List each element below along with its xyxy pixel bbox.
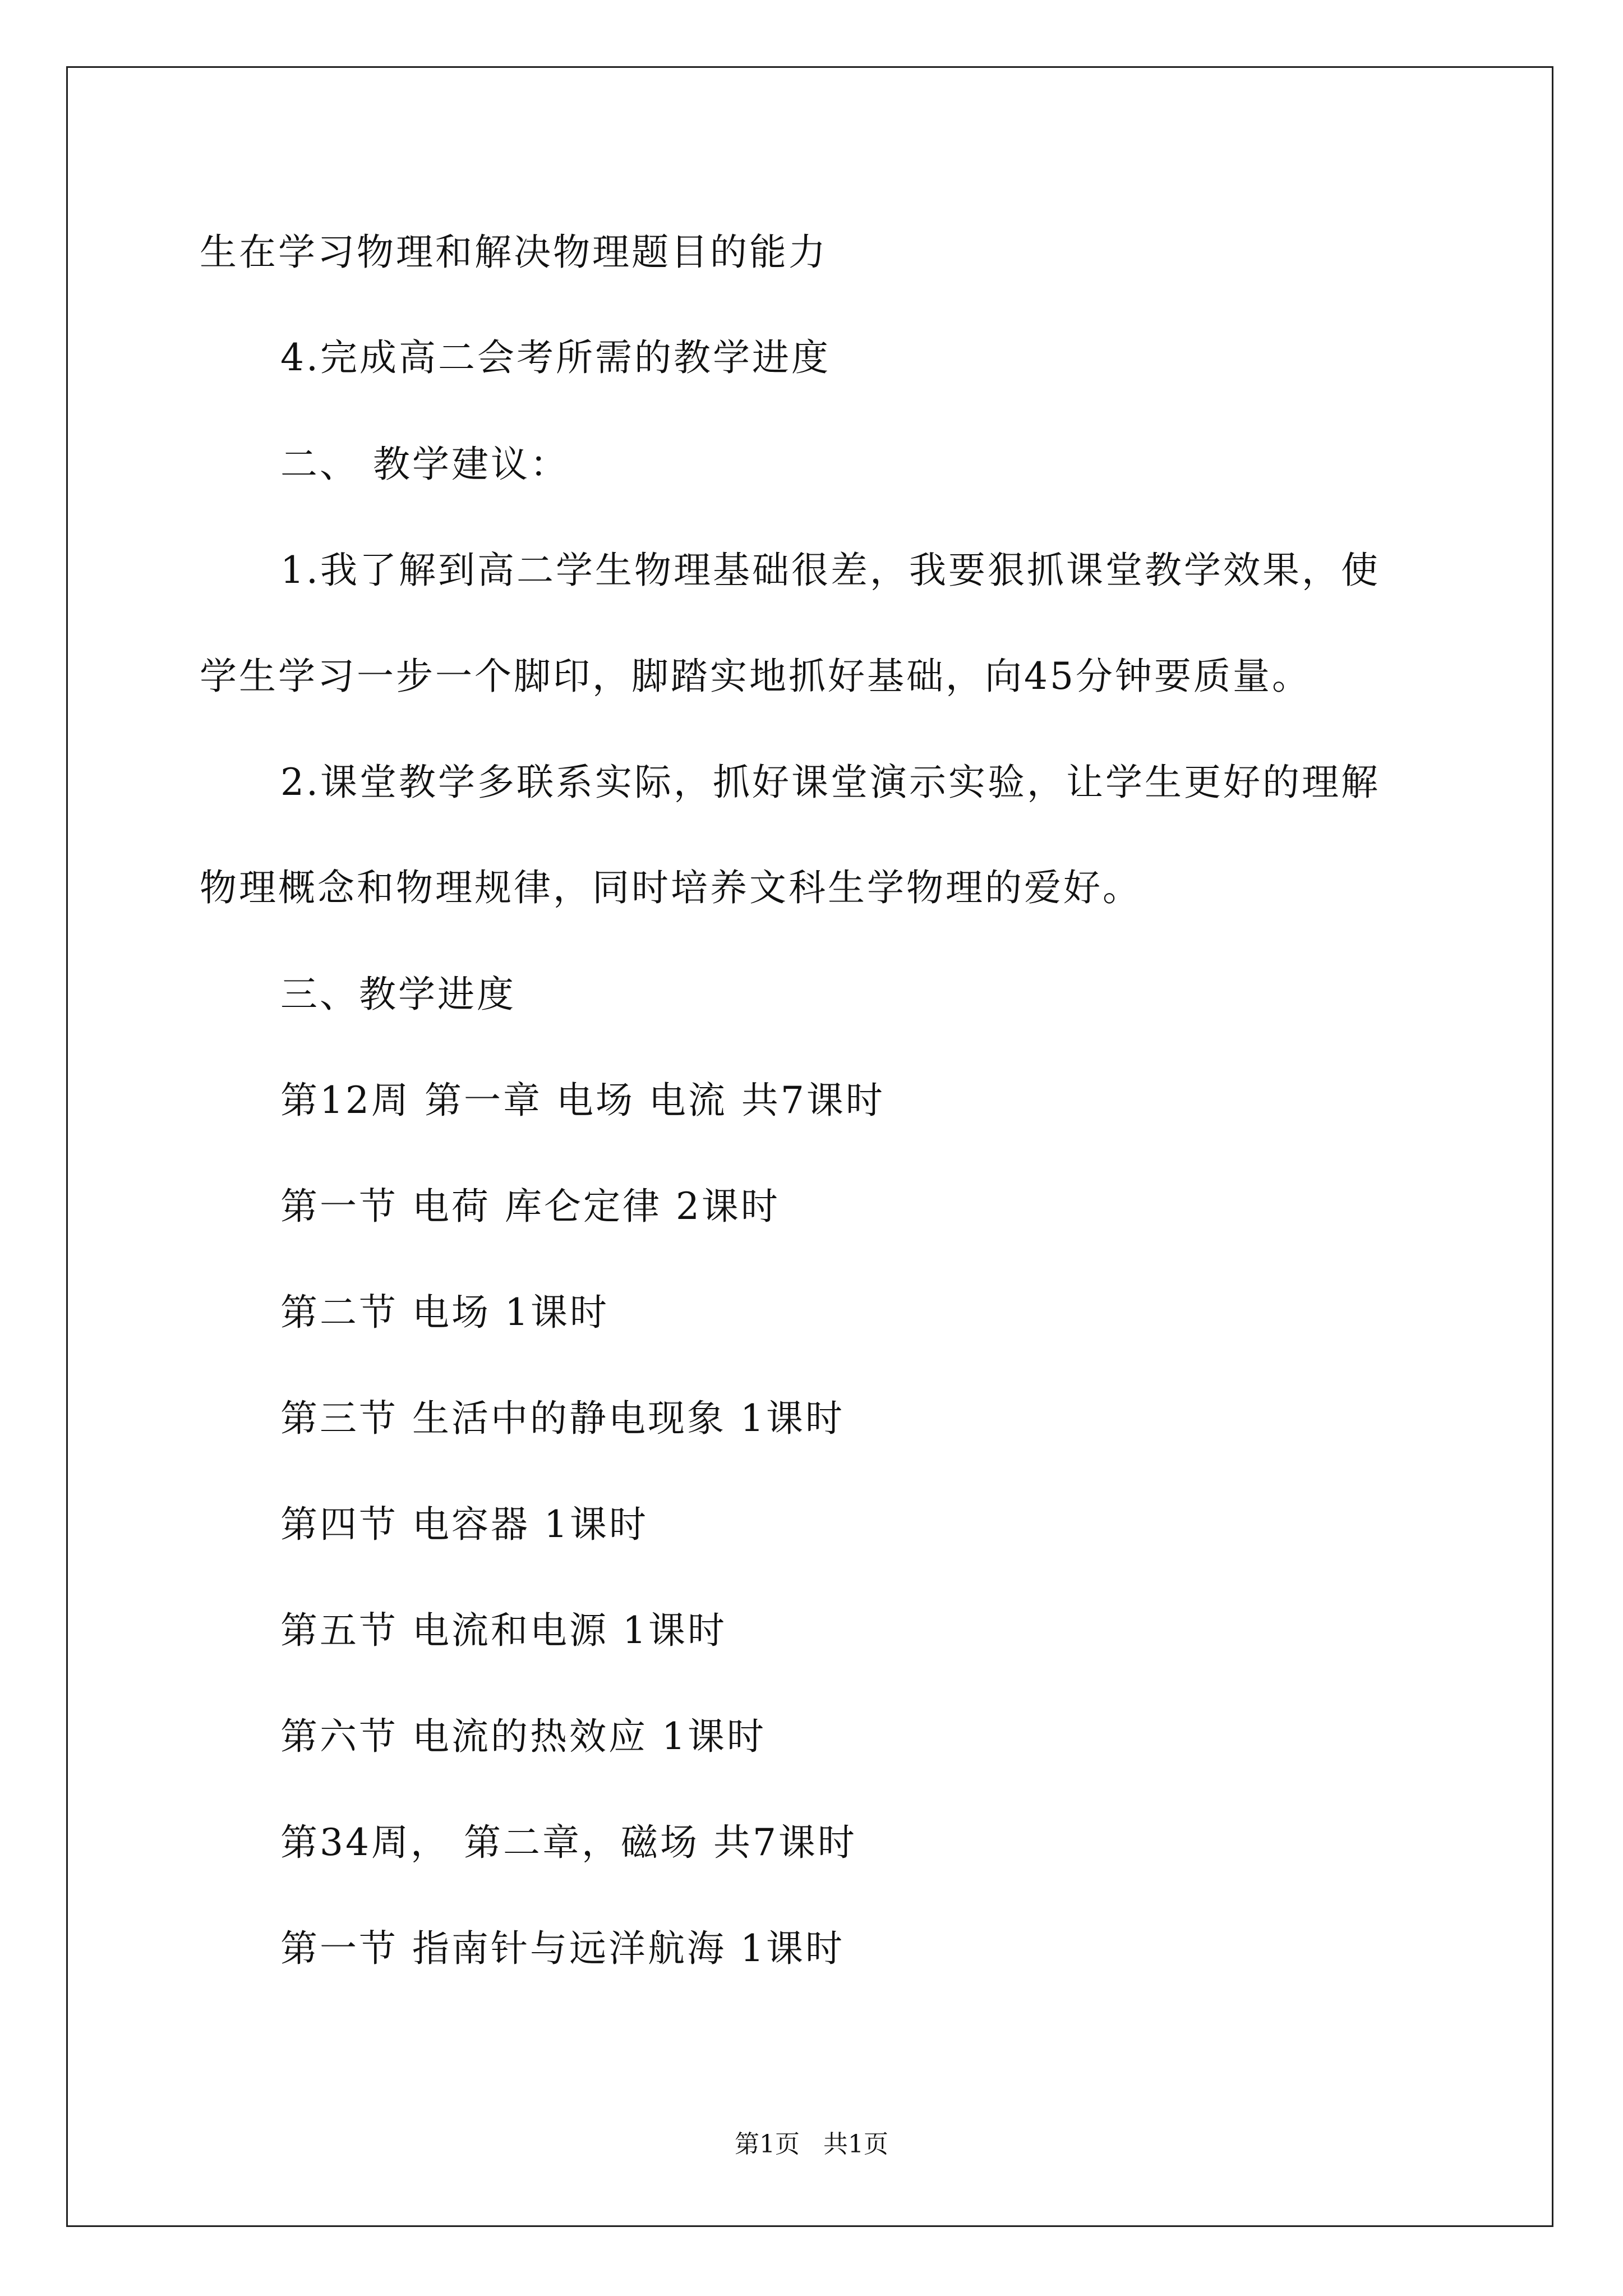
schedule-line: 第四节 电容器 1课时 (280, 1503, 648, 1546)
section-heading: 三、教学进度 (280, 973, 516, 1016)
schedule-line: 第二节 电场 1课时 (280, 1291, 609, 1334)
page-border (66, 66, 1553, 2227)
schedule-line: 第三节 生活中的静电现象 1课时 (280, 1397, 845, 1440)
paragraph-line: 1.我了解到高二学生物理基础很差，我要狠抓课堂教学效果，使 (280, 549, 1380, 592)
paragraph-line: 4.完成高二会考所需的教学进度 (280, 336, 831, 379)
paragraph-line: 物理概念和物理规律，同时培养文科生学物理的爱好。 (200, 866, 1142, 909)
section-heading: 二、 教学建议： (280, 443, 569, 486)
paragraph-line: 2.课堂教学多联系实际，抓好课堂演示实验，让学生更好的理解 (280, 761, 1380, 804)
schedule-line: 第六节 电流的热效应 1课时 (280, 1715, 766, 1758)
schedule-line: 第34周， 第二章，磁场 共7课时 (280, 1821, 857, 1864)
schedule-line: 第五节 电流和电源 1课时 (280, 1609, 727, 1652)
schedule-line: 第12周 第一章 电场 电流 共7课时 (280, 1079, 885, 1122)
paragraph-line: 生在学习物理和解决物理题目的能力 (200, 231, 828, 274)
paragraph-line: 学生学习一步一个脚印，脚踏实地抓好基础，向45分钟要质量。 (200, 655, 1311, 698)
schedule-line: 第一节 电荷 库仑定律 2课时 (280, 1185, 780, 1228)
page-number-footer: 第1页 共1页 (735, 2130, 888, 2159)
schedule-line: 第一节 指南针与远洋航海 1课时 (280, 1927, 845, 1970)
